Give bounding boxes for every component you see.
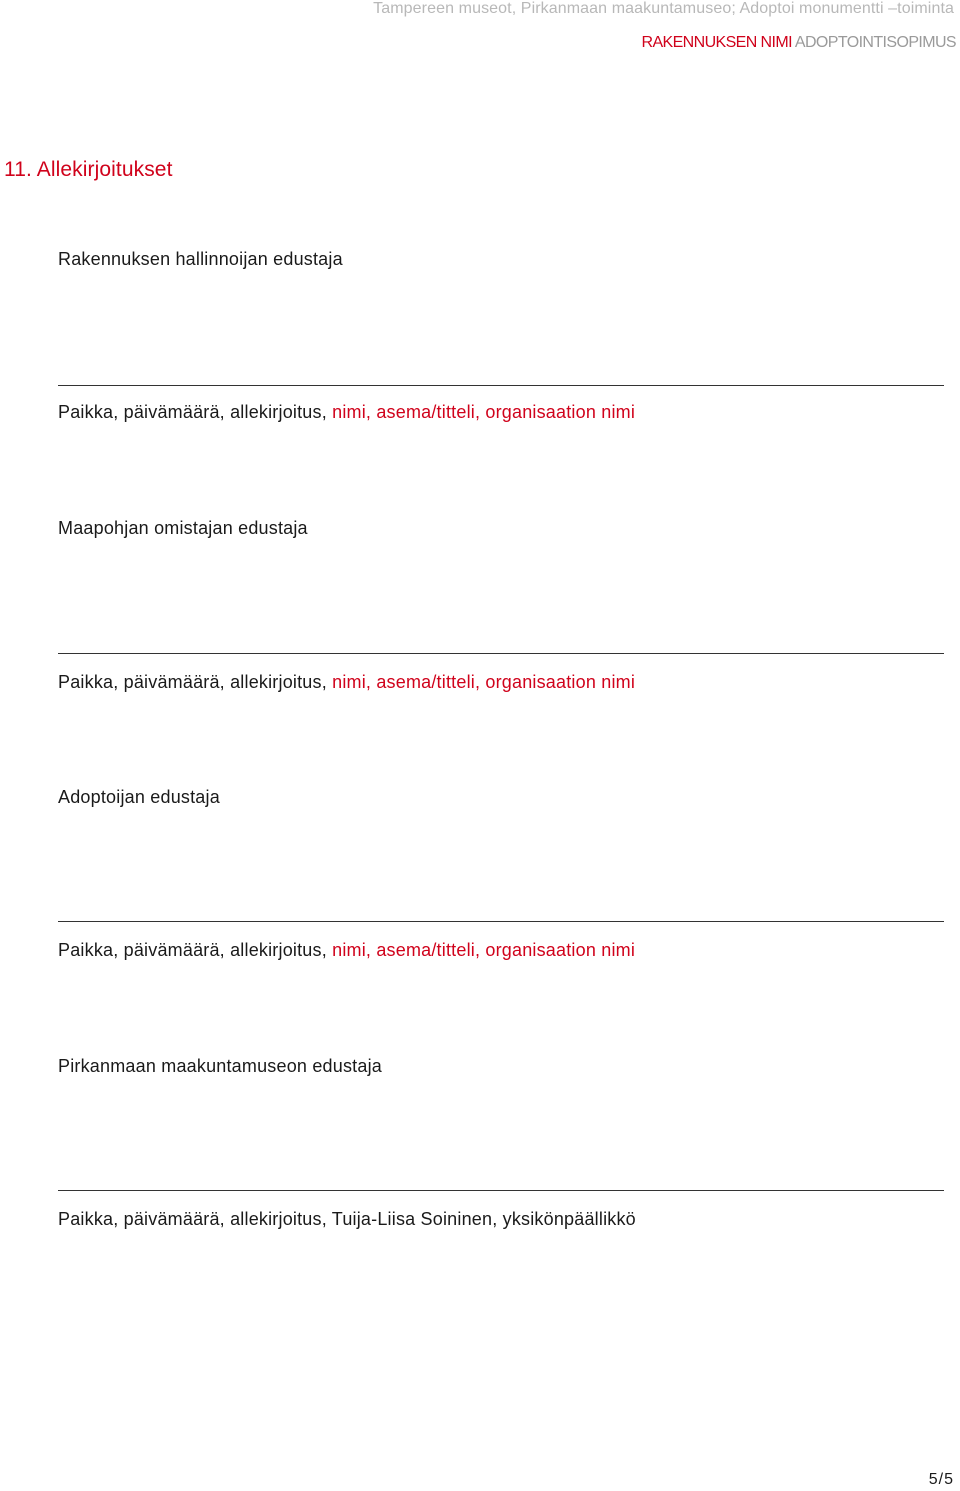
caption-fill-text: nimi, asema/titteli, organisaation nimi <box>332 402 636 422</box>
caption-fixed-text: Paikka, päivämäärä, allekirjoitus, <box>58 672 333 692</box>
header-building-name: RAKENNUKSEN NIMI <box>641 34 792 51</box>
caption-fixed-text: Paikka, päivämäärä, allekirjoitus, <box>58 402 333 422</box>
signature-role: Adoptoijan edustaja <box>58 787 220 807</box>
header-subtitle <box>642 34 957 52</box>
caption-fill-text: nimi, asema/titteli, organisaation nimi <box>332 940 636 960</box>
signature-role: Maapohjan omistajan edustaja <box>58 518 308 538</box>
section-heading: 11. Allekirjoitukset <box>4 158 173 181</box>
signature-caption <box>58 940 635 961</box>
signature-caption <box>58 1209 636 1230</box>
caption-fixed-text: Paikka, päivämäärä, allekirjoitus, <box>58 940 333 960</box>
signature-line <box>58 653 944 654</box>
signature-line <box>58 1190 944 1191</box>
caption-fixed-text: Paikka, päivämäärä, allekirjoitus, Tuija-Liisa Soininen, yksikönpäällikkö <box>58 1209 636 1229</box>
header-title: Tampereen museot, Pirkanmaan maakuntamuseo; Adoptoi monumentti –toiminta <box>373 0 954 17</box>
page-number: 5/5 <box>928 1471 954 1488</box>
signature-role: Rakennuksen hallinnoijan edustaja <box>58 249 343 269</box>
signature-caption <box>58 402 635 423</box>
signature-caption <box>58 672 635 693</box>
header-document-type: ADOPTOINTISOPIMUS <box>794 34 956 51</box>
signature-line <box>58 921 944 922</box>
signature-line <box>58 385 944 386</box>
caption-fill-text: nimi, asema/titteli, organisaation nimi <box>332 672 636 692</box>
signature-role: Pirkanmaan maakuntamuseon edustaja <box>58 1056 382 1076</box>
